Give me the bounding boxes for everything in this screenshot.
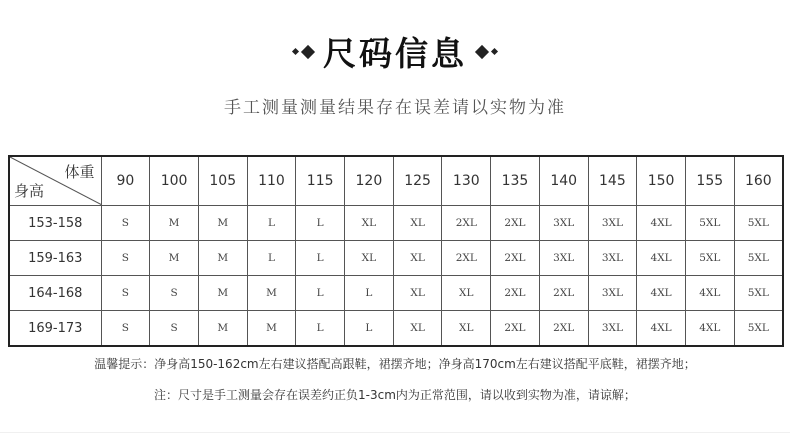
weight-header-cell: 110 xyxy=(247,156,296,206)
size-cell: M xyxy=(247,311,296,347)
weight-header-cell: 115 xyxy=(296,156,345,206)
size-cell: S xyxy=(101,311,150,347)
left-diamond-ornament xyxy=(293,47,313,57)
height-range-cell: 169-173 xyxy=(9,311,101,347)
size-cell: 4XL xyxy=(685,311,734,347)
size-cell: 4XL xyxy=(685,276,734,311)
size-cell: 3XL xyxy=(588,206,637,241)
size-cell: 4XL xyxy=(637,311,686,347)
size-cell: M xyxy=(150,241,199,276)
size-chart-table xyxy=(8,155,784,347)
title-block xyxy=(0,28,790,75)
height-range-cell: 164-168 xyxy=(9,276,101,311)
size-cell: 2XL xyxy=(491,276,540,311)
table-row xyxy=(9,311,783,347)
tip-note: 温馨提示：净身高150-162cm左右建议搭配高跟鞋，裙摆齐地；净身高170cm左右建议搭配平底鞋，裙摆齐地； xyxy=(94,357,696,371)
size-cell: XL xyxy=(345,206,394,241)
size-cell: XL xyxy=(393,276,442,311)
corner-weight-label: 体重 xyxy=(64,163,95,181)
size-cell: 4XL xyxy=(637,206,686,241)
size-cell: L xyxy=(247,241,296,276)
page-title: 尺码信息 xyxy=(323,34,467,73)
size-cell: M xyxy=(198,241,247,276)
header-row xyxy=(9,156,783,206)
table-row xyxy=(9,241,783,276)
weight-header-cell: 100 xyxy=(150,156,199,206)
size-cell: 2XL xyxy=(491,241,540,276)
size-cell: 5XL xyxy=(734,276,783,311)
size-cell: 2XL xyxy=(491,311,540,347)
size-cell: L xyxy=(296,241,345,276)
size-cell: M xyxy=(198,276,247,311)
size-cell: L xyxy=(345,311,394,347)
weight-header-cell: 105 xyxy=(198,156,247,206)
weight-header-cell: 90 xyxy=(101,156,150,206)
size-cell: L xyxy=(296,276,345,311)
corner-cell xyxy=(9,156,101,206)
weight-header-cell: 155 xyxy=(685,156,734,206)
weight-header-cell: 150 xyxy=(637,156,686,206)
size-cell: L xyxy=(296,206,345,241)
size-cell: S xyxy=(101,241,150,276)
weight-header-cell: 120 xyxy=(345,156,394,206)
size-cell: 5XL xyxy=(734,241,783,276)
size-cell: 2XL xyxy=(442,241,491,276)
corner-height-label: 身高 xyxy=(14,182,45,200)
size-cell: 4XL xyxy=(637,276,686,311)
size-cell: XL xyxy=(393,241,442,276)
height-range-cell: 153-158 xyxy=(9,206,101,241)
size-cell: 5XL xyxy=(734,311,783,347)
size-cell: L xyxy=(247,206,296,241)
size-cell: M xyxy=(150,206,199,241)
size-cell: 3XL xyxy=(539,206,588,241)
weight-header-cell: 135 xyxy=(491,156,540,206)
size-cell: S xyxy=(101,206,150,241)
size-cell: 5XL xyxy=(685,206,734,241)
size-cell: 2XL xyxy=(491,206,540,241)
size-cell: XL xyxy=(345,241,394,276)
size-cell: L xyxy=(296,311,345,347)
size-cell: XL xyxy=(393,311,442,347)
height-range-cell: 159-163 xyxy=(9,241,101,276)
measurement-note: 注：尺寸是手工测量会存在误差约正负1-3cm内为正常范围，请以收到实物为准，请谅解； xyxy=(154,388,636,402)
size-cell: 2XL xyxy=(539,276,588,311)
right-diamond-ornament xyxy=(477,47,497,57)
size-cell: S xyxy=(150,311,199,347)
size-cell: 3XL xyxy=(539,241,588,276)
size-chart-body xyxy=(9,206,783,347)
size-cell: XL xyxy=(393,206,442,241)
weight-header-cell: 140 xyxy=(539,156,588,206)
size-cell: 2XL xyxy=(442,206,491,241)
size-cell: 2XL xyxy=(539,311,588,347)
weight-header-cell: 130 xyxy=(442,156,491,206)
weight-header-cell: 160 xyxy=(734,156,783,206)
size-cell: S xyxy=(101,276,150,311)
size-cell: 4XL xyxy=(637,241,686,276)
size-cell: 5XL xyxy=(734,206,783,241)
table-row xyxy=(9,206,783,241)
size-cell: M xyxy=(198,311,247,347)
table-row xyxy=(9,276,783,311)
weight-header-cell: 145 xyxy=(588,156,637,206)
subtitle: 手工测量测量结果存在误差请以实物为准 xyxy=(224,98,566,118)
size-cell: 5XL xyxy=(685,241,734,276)
weight-header-cell: 125 xyxy=(393,156,442,206)
size-cell: M xyxy=(198,206,247,241)
size-cell: S xyxy=(150,276,199,311)
size-cell: 3XL xyxy=(588,241,637,276)
size-cell: L xyxy=(345,276,394,311)
size-cell: 3XL xyxy=(588,276,637,311)
size-cell: M xyxy=(247,276,296,311)
bottom-divider xyxy=(0,432,790,433)
size-cell: 3XL xyxy=(588,311,637,347)
size-cell: XL xyxy=(442,311,491,347)
size-cell: XL xyxy=(442,276,491,311)
